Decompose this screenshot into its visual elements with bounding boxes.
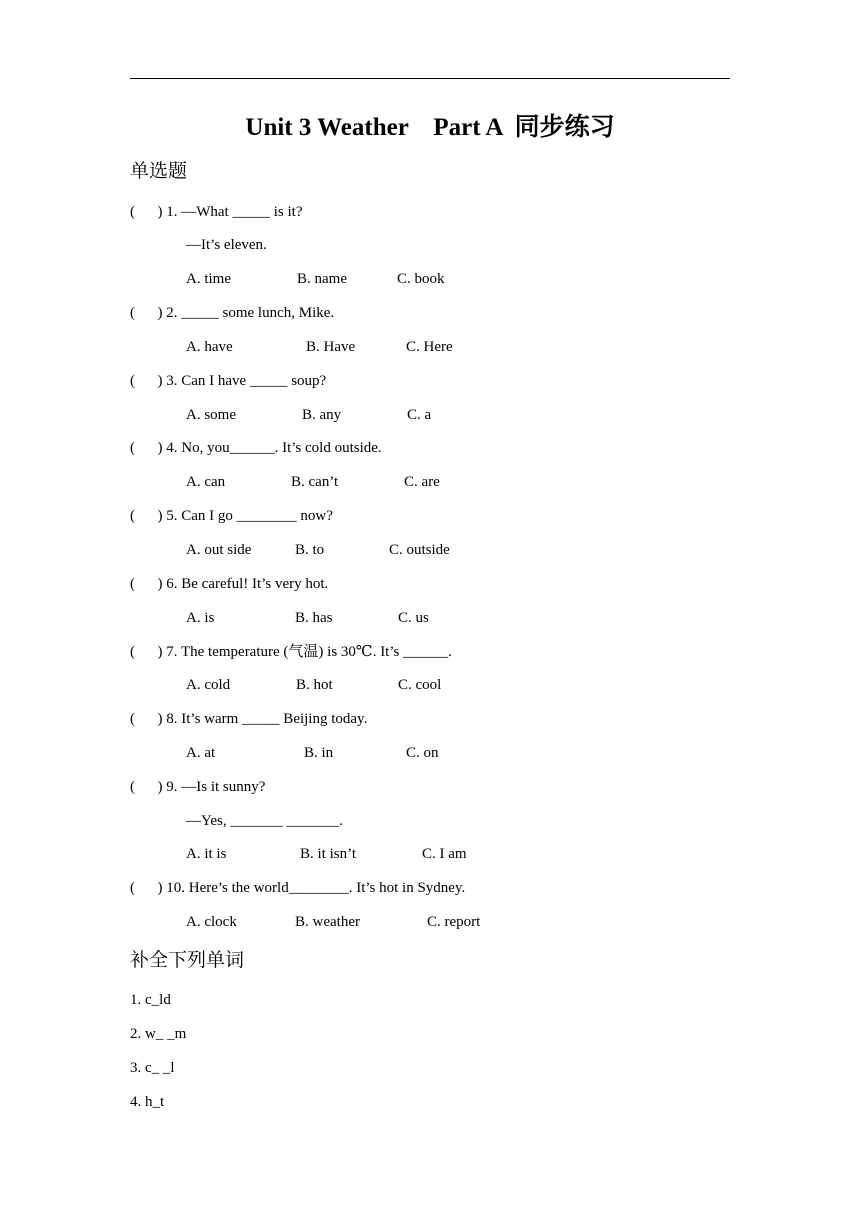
option-10c: C. report	[427, 914, 481, 930]
option-5b: B. to	[295, 542, 325, 558]
option-7c: C. cool	[398, 677, 442, 693]
section-heading-multiple-choice: 单选题	[130, 160, 188, 182]
question-3: ( ) 3. Can I have _____ soup?	[130, 373, 327, 389]
question-7: ( ) 7. The temperature (气温) is 30℃. It’s ______.	[130, 644, 452, 660]
option-5c: C. outside	[389, 542, 450, 558]
option-1a: A. time	[186, 271, 231, 287]
word-item-4: 4. h_t	[130, 1094, 165, 1110]
question-6: ( ) 6. Be careful! It’s very hot.	[130, 576, 329, 592]
word-item-3: 3. c_ _l	[130, 1060, 175, 1076]
section-heading-complete-words: 补全下列单词	[130, 949, 245, 971]
option-7a: A. cold	[186, 677, 231, 693]
option-2b: B. Have	[306, 339, 356, 355]
option-6c: C. us	[398, 610, 429, 626]
option-4a: A. can	[186, 474, 226, 490]
option-6b: B. has	[295, 610, 333, 626]
question-1-response: —It’s eleven.	[186, 237, 267, 253]
option-3a: A. some	[186, 407, 236, 423]
question-9-response: —Yes, _______ _______.	[186, 813, 343, 829]
option-9c: C. I am	[422, 846, 467, 862]
option-7b: B. hot	[296, 677, 333, 693]
question-9: ( ) 9. —Is it sunny?	[130, 779, 266, 795]
page-title: Unit 3 Weather Part A 同步练习	[245, 114, 615, 141]
option-2c: C. Here	[406, 339, 453, 355]
word-item-2: 2. w_ _m	[130, 1026, 187, 1042]
option-4b: B. can’t	[291, 474, 339, 490]
question-2: ( ) 2. _____ some lunch, Mike.	[130, 305, 335, 321]
option-8c: C. on	[406, 745, 439, 761]
option-1c: C. book	[397, 271, 445, 287]
option-2a: A. have	[186, 339, 233, 355]
option-9a: A. it is	[186, 846, 227, 862]
option-5a: A. out side	[186, 542, 252, 558]
option-1b: B. name	[297, 271, 347, 287]
option-4c: C. are	[404, 474, 440, 490]
option-3c: C. a	[407, 407, 432, 423]
option-8a: A. at	[186, 745, 216, 761]
option-10a: A. clock	[186, 914, 237, 930]
option-9b: B. it isn’t	[300, 846, 356, 862]
question-1: ( ) 1. —What _____ is it?	[130, 204, 303, 220]
word-item-1: 1. c_ld	[130, 992, 171, 1008]
question-4: ( ) 4. No, you______. It’s cold outside.	[130, 440, 382, 456]
option-6a: A. is	[186, 610, 215, 626]
option-8b: B. in	[304, 745, 334, 761]
question-8: ( ) 8. It’s warm _____ Beijing today.	[130, 711, 368, 727]
header-rule	[130, 78, 730, 79]
option-3b: B. any	[302, 407, 342, 423]
question-5: ( ) 5. Can I go ________ now?	[130, 508, 333, 524]
option-10b: B. weather	[295, 914, 360, 930]
question-10: ( ) 10. Here’s the world________. It’s hot in Sydney.	[130, 880, 466, 896]
